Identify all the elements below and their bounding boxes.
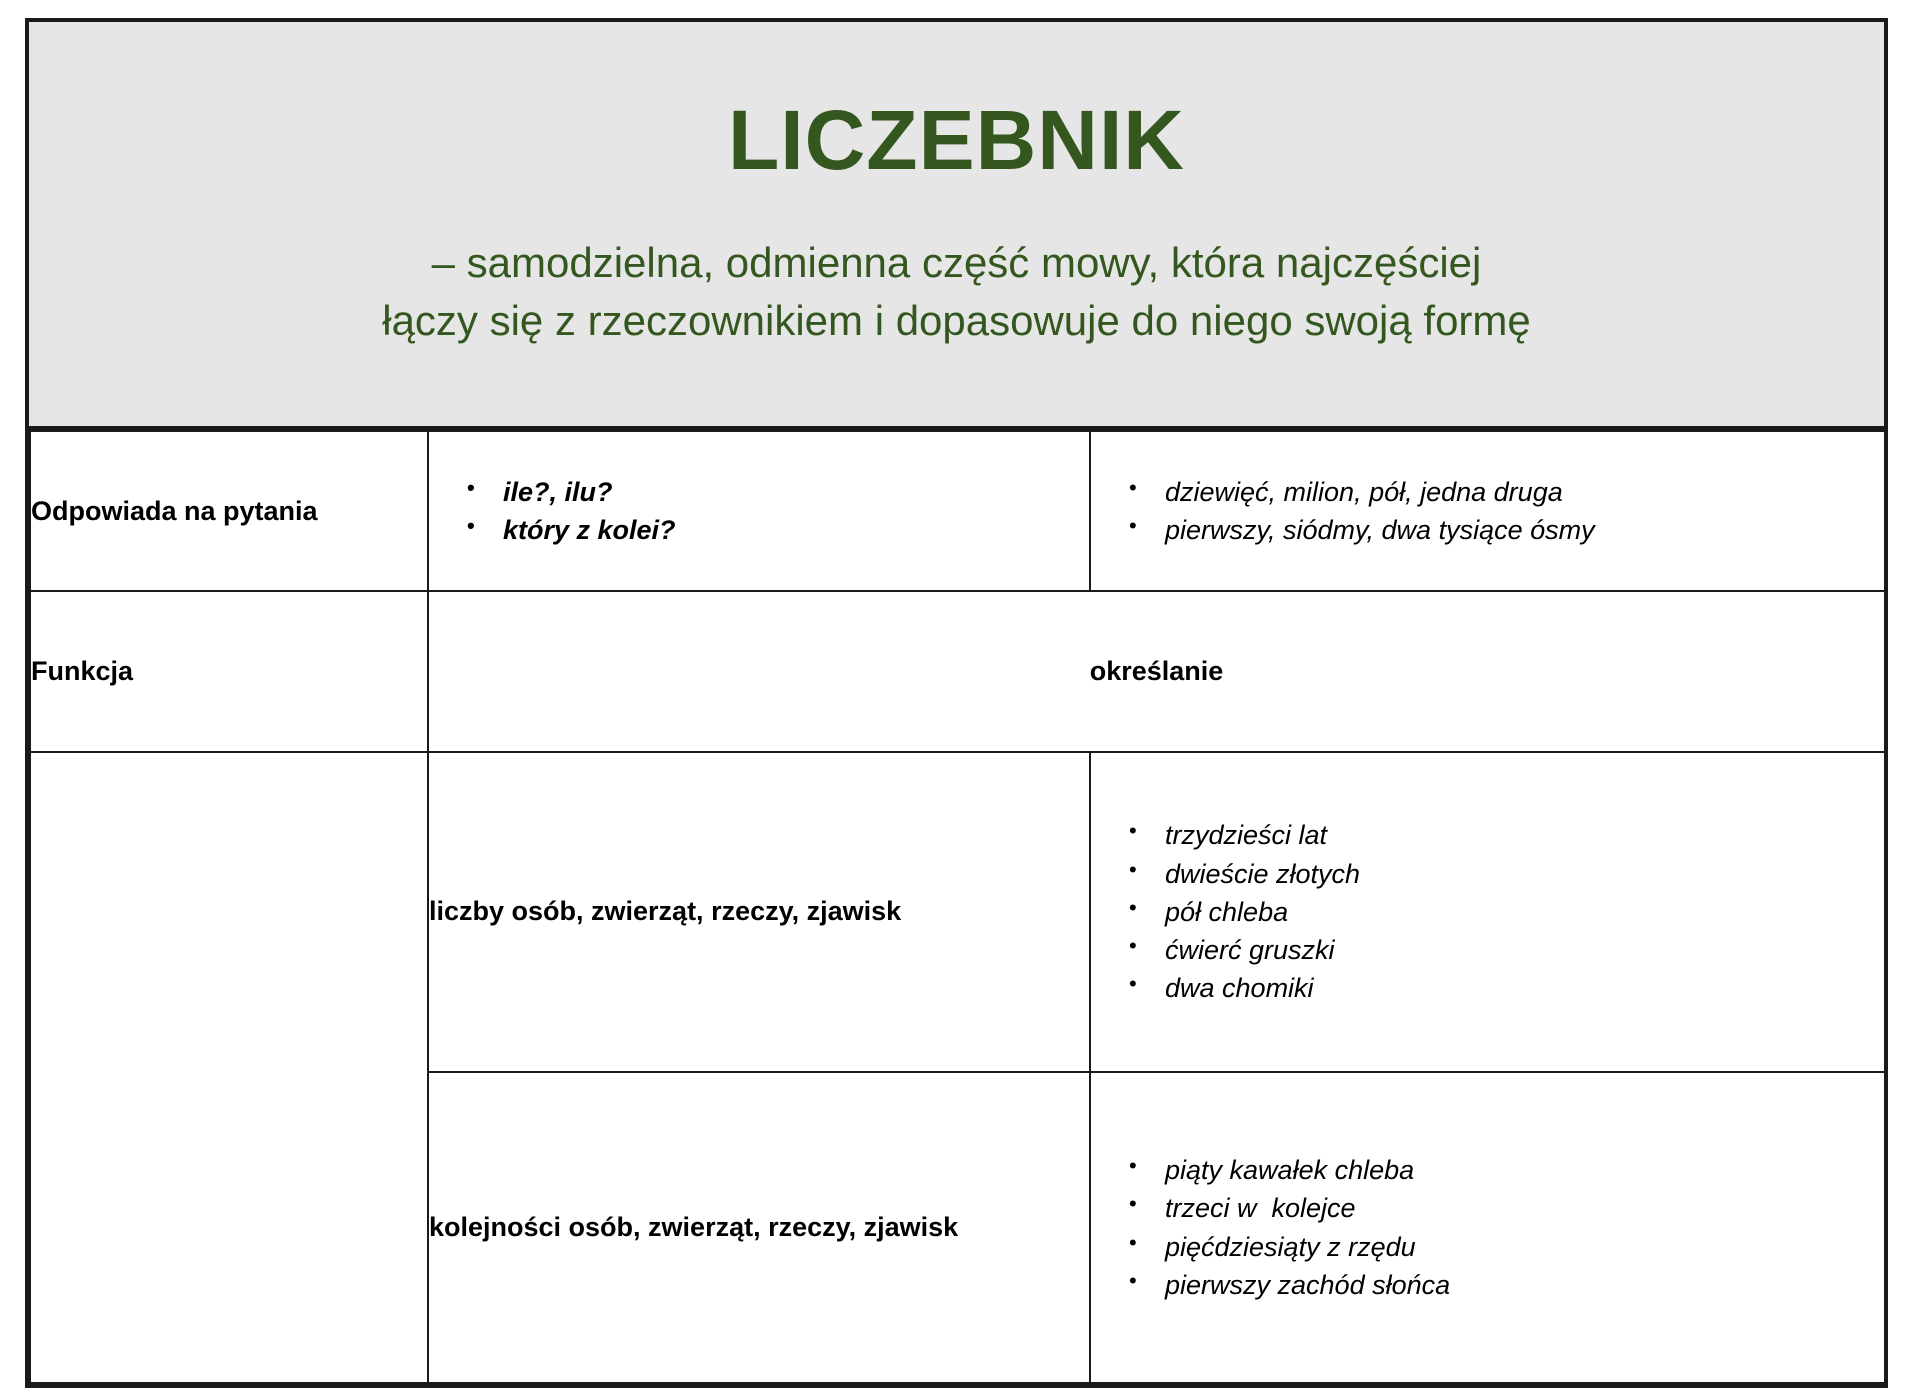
cell-quantities-examples bbox=[1090, 752, 1885, 1073]
quantities-bullet-list bbox=[1091, 816, 1884, 1008]
table-row-function bbox=[30, 591, 1885, 751]
header-band bbox=[25, 18, 1888, 430]
subtitle-line-1: – samodzielna, odmienna część mowy, która najczęściej bbox=[431, 239, 1482, 286]
order-bullet-list bbox=[1091, 1151, 1884, 1304]
list-item: • piąty kawałek chleba bbox=[1165, 1151, 1884, 1189]
question-examples-bullet-list bbox=[1091, 473, 1884, 550]
table bbox=[29, 430, 1886, 1384]
list-item: • pół chleba bbox=[1165, 893, 1884, 931]
cell-quantities-label: liczby osób, zwierząt, rzeczy, zjawisk bbox=[428, 752, 1090, 1073]
list-item: • dwieście złotych bbox=[1165, 855, 1884, 893]
cell-order-label: kolejności osób, zwierząt, rzeczy, zjawisk bbox=[428, 1072, 1090, 1383]
list-item: • pierwszy, siódmy, dwa tysiące ósmy bbox=[1165, 511, 1884, 549]
cell-function-value: określanie bbox=[428, 591, 1885, 751]
list-item: • dziewięć, milion, pół, jedna druga bbox=[1165, 473, 1884, 511]
cell-question-forms bbox=[428, 431, 1090, 591]
row-label-questions: Odpowiada na pytania bbox=[30, 431, 428, 591]
subtitle-line-2: łączy się z rzeczownikiem i dopasowuje do niego swoją formę bbox=[382, 296, 1531, 344]
cell-question-examples bbox=[1090, 431, 1885, 591]
list-item: • trzydzieści lat bbox=[1165, 816, 1884, 854]
list-item: • pierwszy zachód słońca bbox=[1165, 1266, 1884, 1304]
list-item: • ćwierć gruszki bbox=[1165, 931, 1884, 969]
list-item: • pięćdziesiąty z rzędu bbox=[1165, 1228, 1884, 1266]
row-label-empty bbox=[30, 752, 428, 1383]
list-item: • dwa chomiki bbox=[1165, 969, 1884, 1007]
table-row-questions bbox=[30, 431, 1885, 591]
page-title: LICZEBNIK bbox=[728, 93, 1185, 187]
list-item: • ile?, ilu? bbox=[503, 473, 1089, 511]
definition-table bbox=[25, 430, 1888, 1388]
list-item: • który z kolei? bbox=[503, 511, 1089, 549]
table-row-quantities bbox=[30, 752, 1885, 1073]
row-label-function: Funkcja bbox=[30, 591, 428, 751]
question-bullet-list bbox=[429, 473, 1089, 550]
list-item: • trzeci w kolejce bbox=[1165, 1189, 1884, 1227]
page-subtitle bbox=[382, 234, 1531, 350]
cell-order-examples bbox=[1090, 1072, 1885, 1383]
